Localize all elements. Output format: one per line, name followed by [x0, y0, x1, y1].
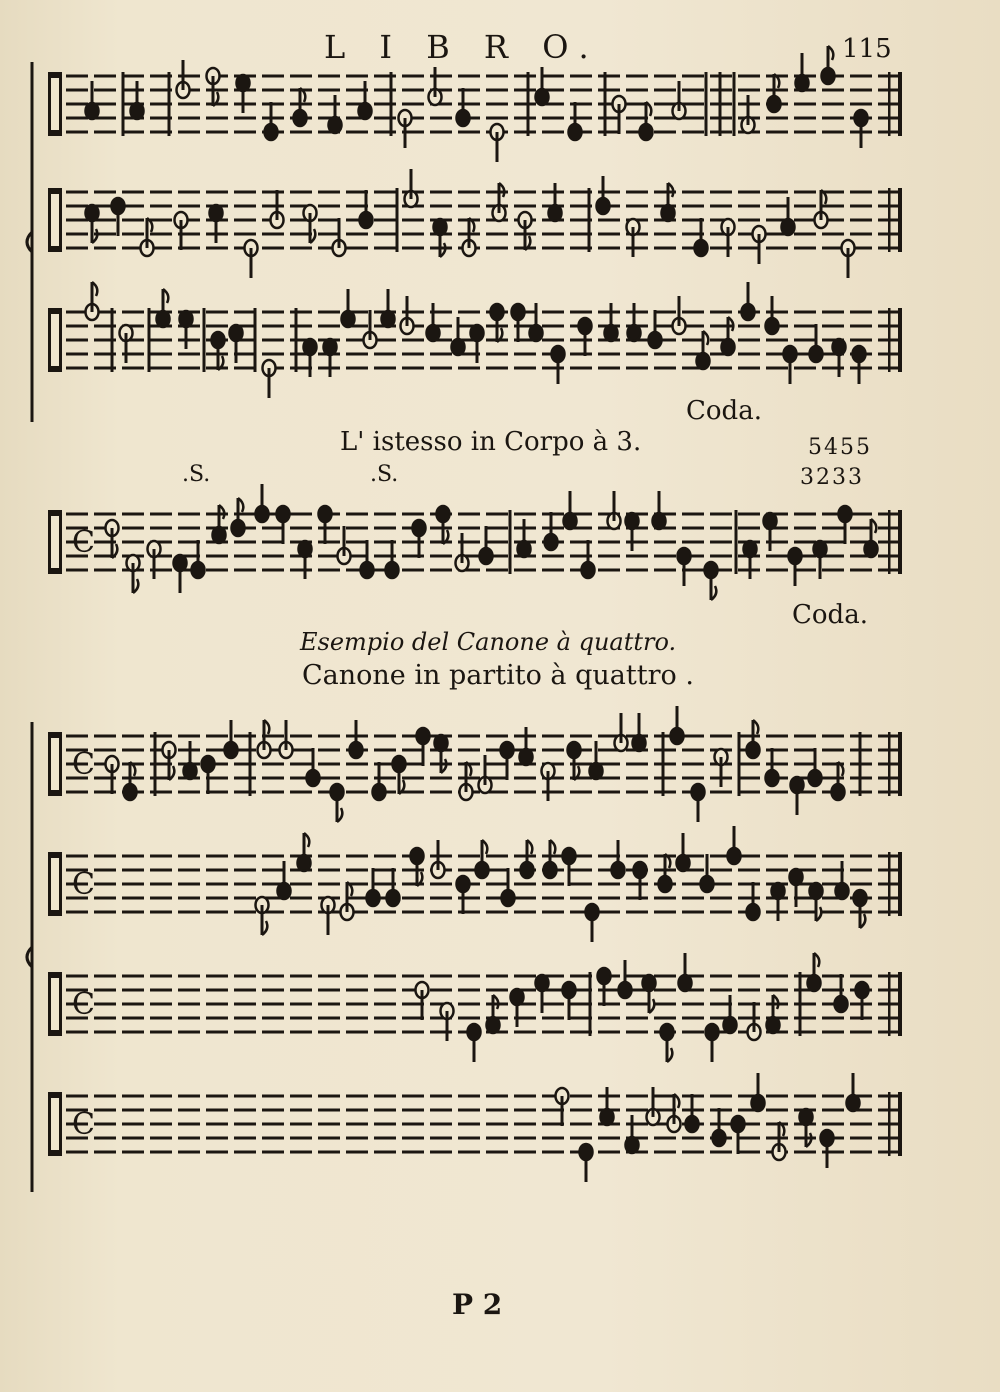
- mensuration-sign: C: [72, 747, 95, 782]
- staff-system-3-voice-2: [42, 842, 912, 932]
- final-barline: [888, 1092, 891, 1156]
- final-barline: [888, 188, 891, 252]
- final-barline: [898, 510, 902, 574]
- system-bracket-1: [20, 62, 44, 422]
- final-barline: [898, 72, 902, 136]
- staff-system-3-voice-1: [42, 722, 912, 812]
- final-barline: [898, 732, 902, 796]
- staff-system-1-voice-2: [42, 178, 912, 268]
- final-barline: [898, 1092, 902, 1156]
- page-number: 115: [842, 34, 892, 64]
- final-barline: [888, 732, 891, 796]
- staff-system-3-voice-3: [42, 962, 912, 1052]
- staff-system-2: [42, 500, 912, 590]
- final-barline: [898, 972, 902, 1036]
- final-barline: [888, 72, 891, 136]
- final-barline: [888, 852, 891, 916]
- section-subtitle: L' istesso in Corpo à 3.: [340, 427, 642, 457]
- example-caption: Canone in partito à quattro .: [302, 660, 694, 691]
- final-barline: [888, 510, 891, 574]
- coda-label-1: Coda.: [686, 396, 762, 426]
- mensuration-sign: C: [72, 525, 95, 560]
- figures-top: 5455: [808, 435, 872, 460]
- sign-mark-1: .S.: [182, 462, 211, 487]
- final-barline: [888, 972, 891, 1036]
- final-barline: [888, 308, 891, 372]
- mensuration-sign: C: [72, 1107, 95, 1142]
- coda-label-2: Coda.: [792, 600, 868, 630]
- final-barline: [898, 188, 902, 252]
- staff-system-1-voice-1: [42, 62, 912, 152]
- mensuration-sign: C: [72, 867, 95, 902]
- final-barline: [898, 308, 902, 372]
- figures-bottom: 3233: [800, 465, 864, 490]
- example-caption-italic: Esempio del Canone à quattro.: [300, 628, 677, 656]
- staff-system-3-voice-4: [42, 1082, 912, 1172]
- printer-signature-mark: P 2: [452, 1288, 503, 1321]
- staff-system-1-voice-3: [42, 298, 912, 398]
- system-bracket-2: [20, 722, 44, 1192]
- final-barline: [898, 852, 902, 916]
- running-header-title: L I B R O.: [324, 28, 601, 66]
- mensuration-sign: C: [72, 987, 95, 1022]
- sign-mark-2: .S.: [370, 462, 399, 487]
